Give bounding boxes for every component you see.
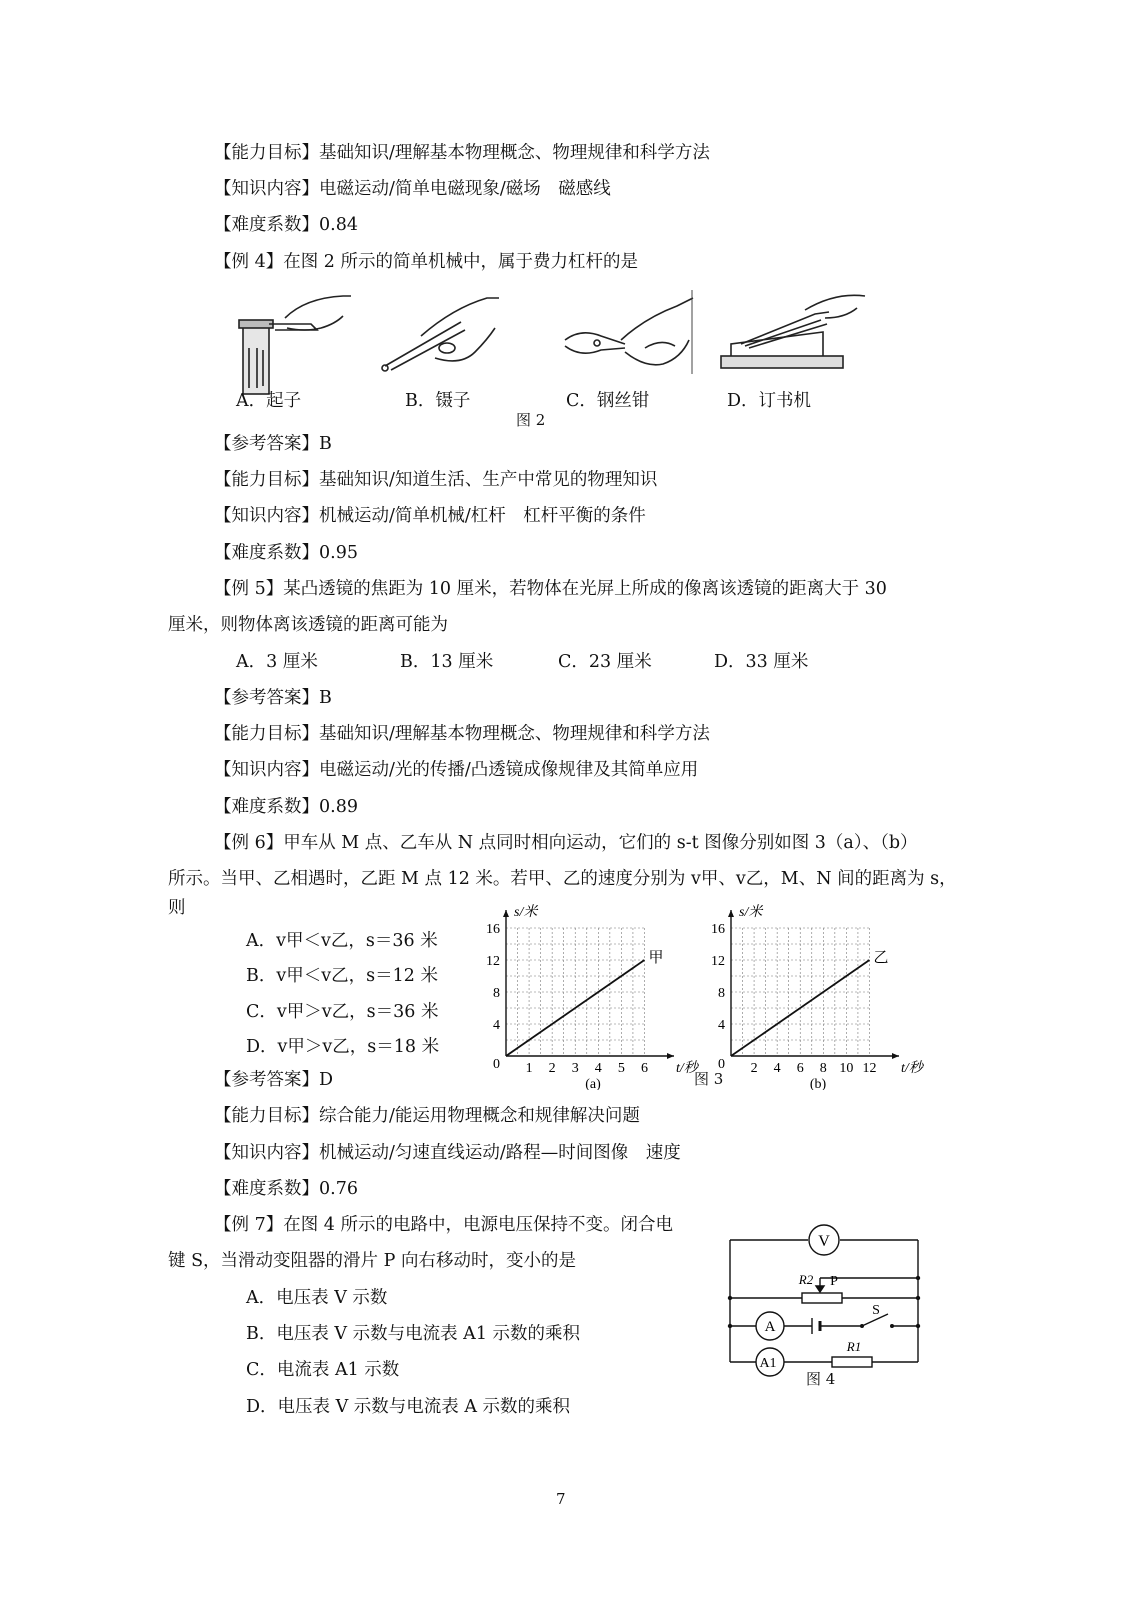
ex6-option-d: D．v甲＞v乙，s＝18 米	[246, 1037, 440, 1057]
y-tick-label: 12	[711, 954, 725, 969]
voltmeter-label: V	[818, 1233, 830, 1250]
example-5-knowledge: 【知识内容】电磁运动/光的传播/凸透镜成像规律及其简单应用	[214, 760, 699, 780]
y-axis-arrow	[503, 910, 509, 917]
example-5-answer: 【参考答案】B	[214, 688, 332, 708]
example-5-ability: 【能力目标】基础知识/理解基本物理概念、物理规律和科学方法	[214, 724, 710, 744]
x-axis-arrow	[892, 1053, 899, 1059]
tweezers-drawing	[382, 298, 499, 371]
ammeter-a1-label: A1	[759, 1356, 777, 1371]
x-tick-label: 12	[862, 1061, 877, 1076]
example-6-answer: 【参考答案】D	[214, 1070, 334, 1090]
x-tick-label: 3	[571, 1061, 579, 1076]
figure-3-caption: 图 3	[694, 1070, 724, 1088]
fig2-option-d: D．订书机	[727, 391, 812, 411]
origin-label: 0	[493, 1057, 500, 1072]
y-tick-label: 8	[718, 986, 725, 1001]
example-5-question-line2: 厘米，则物体离该透镜的距离可能为	[168, 615, 448, 635]
y-tick-label: 16	[486, 922, 500, 937]
example-7-question-line2: 键 S，当滑动变阻器的滑片 P 向右移动时，变小的是	[168, 1251, 576, 1271]
ability-line-ex3: 【能力目标】基础知识/理解基本物理概念、物理规律和科学方法	[214, 143, 710, 163]
x-tick-label: 2	[548, 1061, 556, 1076]
ex6-option-b: B．v甲＜v乙，s＝12 米	[246, 966, 438, 986]
example-6-question-line3: 则	[168, 898, 186, 918]
figure-2-caption: 图 2	[516, 411, 546, 429]
ex7-option-d: D．电压表 V 示数与电流表 A 示数的乘积	[246, 1397, 571, 1417]
x-tick-label: 1	[525, 1061, 533, 1076]
x-axis-label: t/秒	[676, 1061, 698, 1076]
x-tick-label: 6	[796, 1061, 804, 1076]
resistor-r2-label: R2	[798, 1272, 814, 1287]
bottle-opener-drawing	[239, 296, 351, 394]
ex6-option-a: A．v甲＜v乙，s＝36 米	[246, 931, 438, 951]
ex5-option-a: A．3 厘米	[236, 652, 318, 672]
ex7-option-b: B．电压表 V 示数与电流表 A1 示数的乘积	[246, 1324, 581, 1344]
figure-3b	[705, 900, 935, 1090]
difficulty-line-ex3: 【难度系数】0.84	[214, 215, 358, 235]
example-7-question-line1: 【例 7】在图 4 所示的电路中，电源电压保持不变。闭合电	[214, 1215, 673, 1235]
example-4-answer: 【参考答案】B	[214, 434, 332, 454]
x-tick-label: 2	[750, 1061, 758, 1076]
example-4-question: 【例 4】在图 2 所示的简单机械中，属于费力杠杆的是	[214, 252, 638, 272]
knowledge-line-ex3: 【知识内容】电磁运动/简单电磁现象/磁场 磁感线	[214, 179, 611, 199]
subcaption: (b)	[809, 1077, 827, 1090]
x-tick-label: 4	[594, 1061, 602, 1076]
x-tick-label: 4	[773, 1061, 781, 1076]
x-tick-label: 8	[819, 1061, 827, 1076]
y-axis-label: s/米	[739, 905, 763, 920]
x-tick-label: 6	[640, 1061, 648, 1076]
fig2-option-a: A．起子	[236, 391, 302, 411]
pliers-drawing	[565, 298, 693, 365]
figure-4-caption: 图 4	[806, 1370, 836, 1388]
ex5-option-d: D．33 厘米	[714, 652, 809, 672]
example-5-question-line1: 【例 5】某凸透镜的焦距为 10 厘米，若物体在光屏上所成的像离该透镜的距离大于 30	[214, 579, 887, 599]
chart-a-svg	[480, 900, 700, 1090]
example-4-ability: 【能力目标】基础知识/知道生活、生产中常见的物理知识	[214, 470, 658, 490]
page-number: 7	[556, 1490, 566, 1508]
y-tick-label: 16	[711, 922, 725, 937]
resistor-r1-label: R1	[846, 1339, 862, 1354]
series-label: 甲	[648, 950, 664, 966]
ex5-option-c: C．23 厘米	[558, 652, 652, 672]
stapler-drawing	[721, 295, 865, 368]
subcaption: (a)	[585, 1077, 601, 1090]
y-tick-label: 4	[493, 1018, 500, 1033]
example-5-difficulty: 【难度系数】0.89	[214, 797, 358, 817]
origin-label: 0	[718, 1057, 725, 1072]
figure-2-drawings	[225, 288, 885, 398]
example-4-knowledge: 【知识内容】机械运动/简单机械/杠杆 杠杆平衡的条件	[214, 506, 646, 526]
ex7-option-c: C．电流表 A1 示数	[246, 1360, 400, 1380]
x-axis-arrow	[667, 1053, 674, 1059]
switch-s-label: S	[872, 1303, 880, 1318]
y-axis-label: s/米	[514, 905, 538, 920]
y-tick-label: 12	[486, 954, 500, 969]
figure-2	[225, 288, 885, 398]
example-6-question-line1: 【例 6】甲车从 M 点、乙车从 N 点同时相向运动，它们的 s-t 图像分别如图 3（a）、（b）	[214, 833, 918, 853]
y-axis-arrow	[728, 910, 734, 917]
x-tick-label: 5	[617, 1061, 625, 1076]
fig2-option-c: C．钢丝钳	[566, 391, 650, 411]
x-tick-label: 10	[839, 1061, 854, 1076]
example-6-knowledge: 【知识内容】机械运动/匀速直线运动/路程—时间图像 速度	[214, 1143, 681, 1163]
figure-3a	[480, 900, 700, 1090]
y-tick-label: 4	[718, 1018, 725, 1033]
chart-b-svg	[705, 900, 935, 1090]
ex7-option-a: A．电压表 V 示数	[246, 1288, 388, 1308]
example-6-difficulty: 【难度系数】0.76	[214, 1179, 358, 1199]
x-axis-label: t/秒	[901, 1061, 923, 1076]
y-tick-label: 8	[493, 986, 500, 1001]
example-4-difficulty: 【难度系数】0.95	[214, 543, 358, 563]
example-6-ability: 【能力目标】综合能力/能运用物理概念和规律解决问题	[214, 1106, 640, 1126]
series-label: 乙	[873, 950, 889, 966]
ex6-option-c: C．v甲＞v乙，s＝36 米	[246, 1002, 439, 1022]
fig2-option-b: B．镊子	[405, 391, 471, 411]
ammeter-a-label: A	[764, 1319, 776, 1335]
slider-p-label: P	[830, 1274, 838, 1289]
example-6-question-line2: 所示。当甲、乙相遇时，乙距 M 点 12 米。若甲、乙的速度分别为 v甲、v乙，M、N 间的距离为 s，	[168, 869, 957, 889]
ex5-option-b: B．13 厘米	[400, 652, 494, 672]
